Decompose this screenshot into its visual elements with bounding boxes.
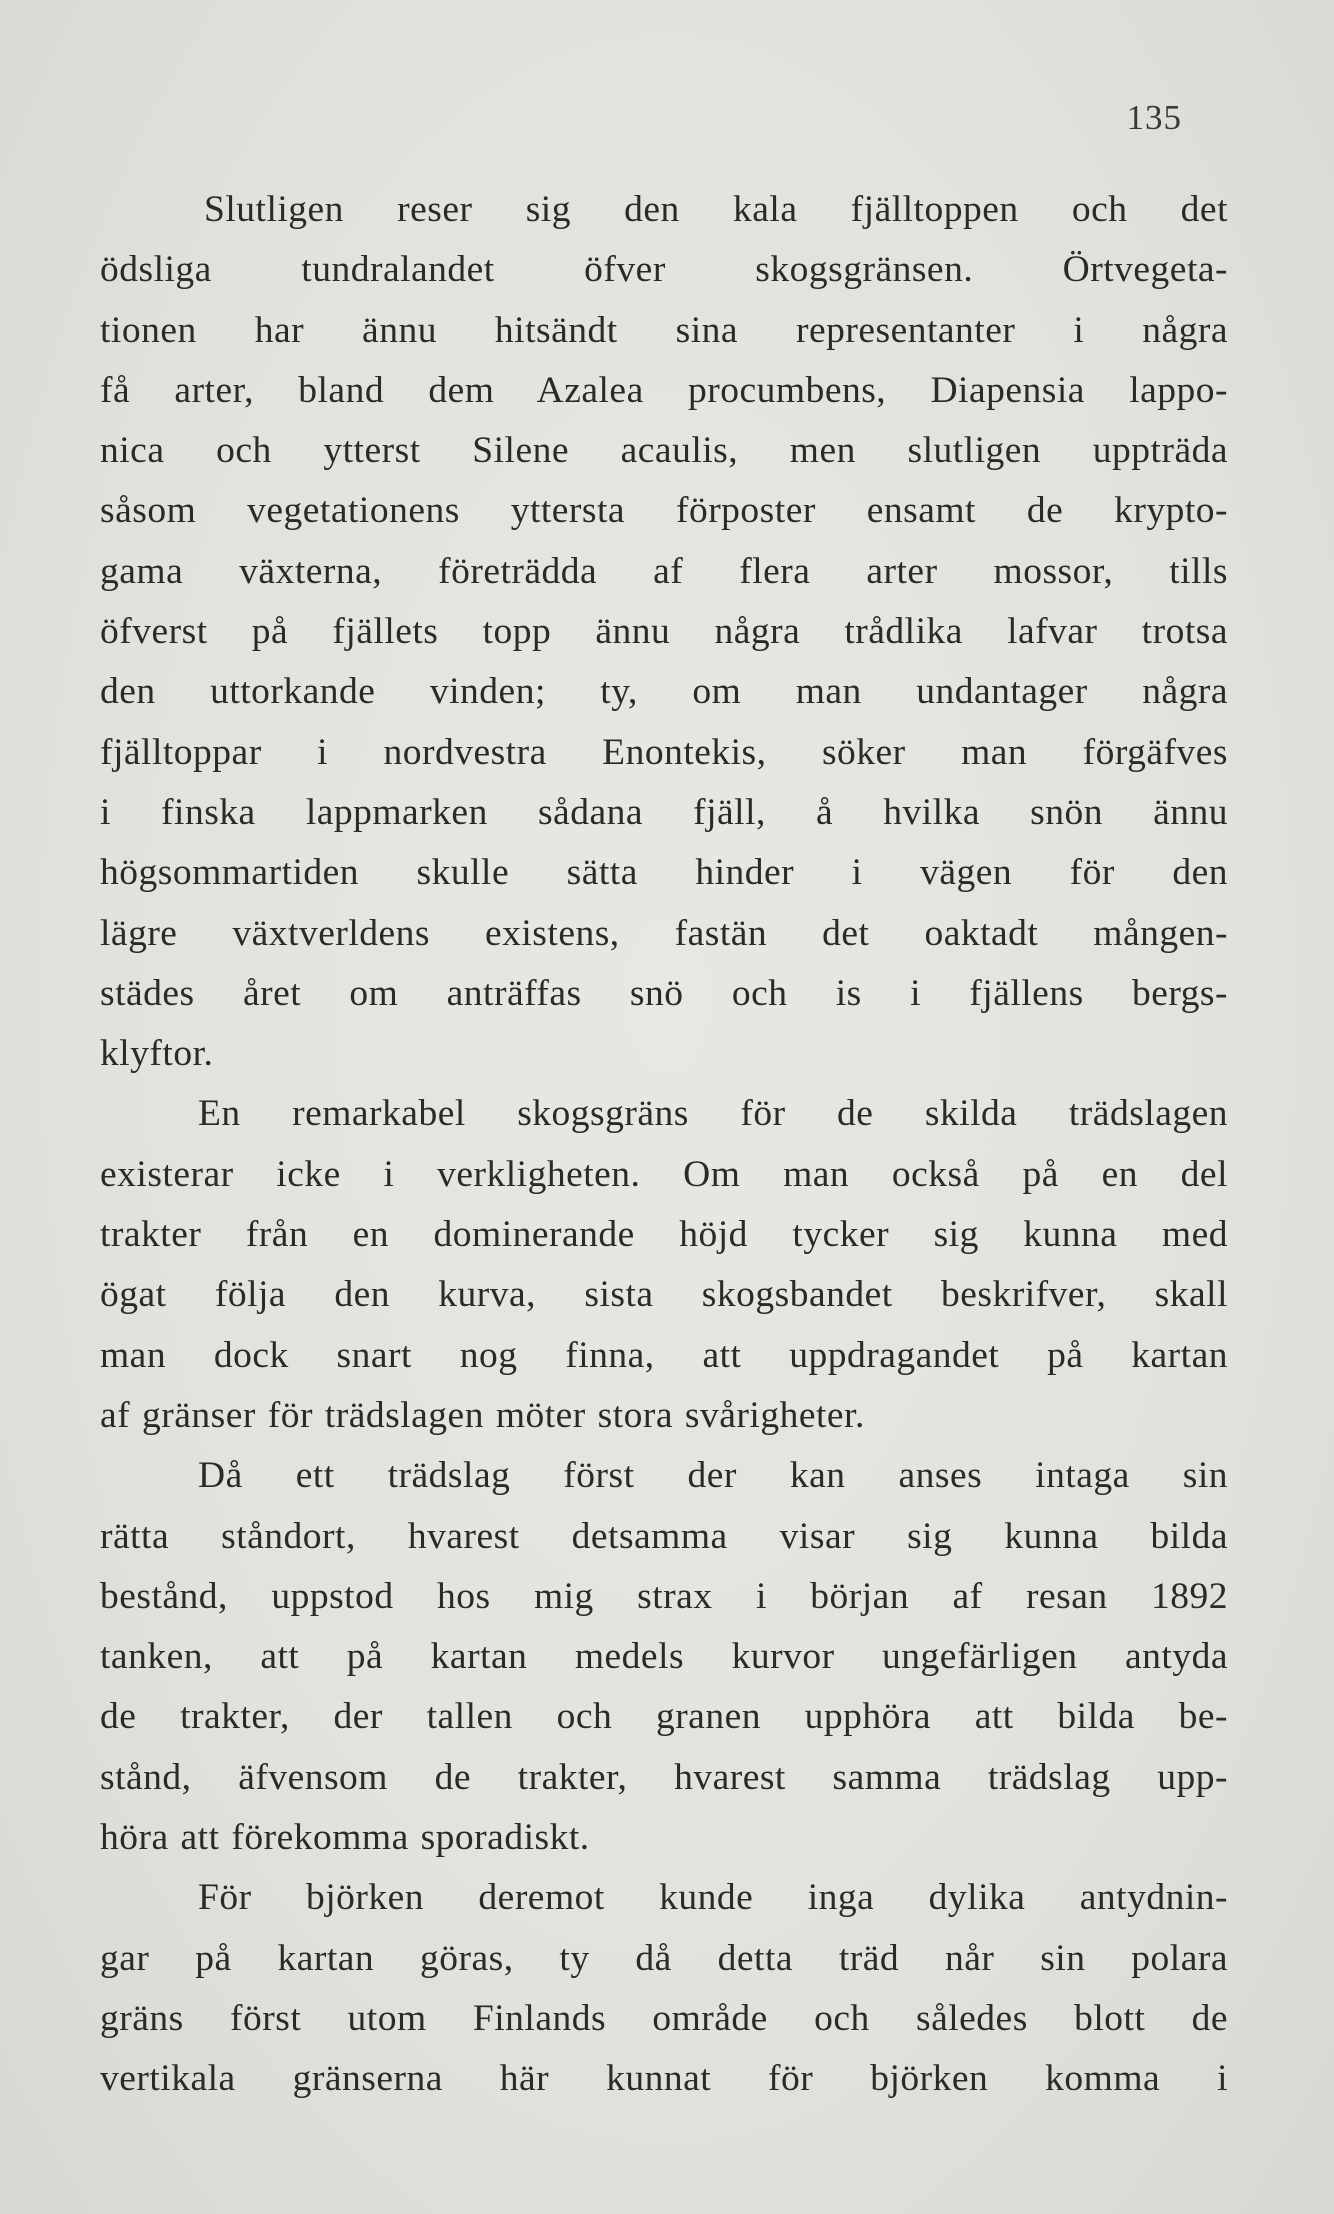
text-line: bestånd, uppstod hos mig strax i början af resan 1892 [100, 1575, 1228, 1617]
text-line: För björken deremot kunde inga dylika antydnin- [198, 1877, 1228, 1919]
text-line: Då ett trädslag först der kan anses intaga sin [198, 1455, 1228, 1497]
text-line: lägre växtverldens existens, fastän det oaktadt mången- [100, 912, 1228, 954]
text-line: existerar icke i verkligheten. Om man också på en del [100, 1153, 1228, 1195]
text-line: de trakter, der tallen och granen upphöra att bilda be- [100, 1696, 1228, 1738]
text-line: den uttorkande vinden; ty, om man undantager några [100, 671, 1228, 713]
text-line: gar på kartan göras, ty då detta träd når sin polara [100, 1937, 1228, 1979]
text-line: nica och ytterst Silene acaulis, men slutligen uppträda [100, 430, 1228, 472]
text-line: gama växterna, företrädda af flera arter mossor, tills [100, 550, 1228, 592]
text-line: Slutligen reser sig den kala fjälltoppen och det [204, 189, 1228, 230]
text-line: gräns först utom Finlands område och således blott de [100, 1997, 1228, 2039]
text-line: vertikala gränserna här kunnat för björken komma i [100, 2058, 1228, 2100]
text-line: höra att förekomma sporadiskt. [100, 1817, 590, 1859]
text-line: i finska lappmarken sådana fjäll, å hvilka snön ännu [100, 791, 1228, 833]
page-number: 135 [1126, 98, 1182, 137]
text-line: ödsliga tundralandet öfver skogsgränsen. Örtvegeta- [100, 249, 1228, 291]
text-line: af gränser för trädslagen möter stora svårigheter. [100, 1394, 865, 1436]
text-line: högsommartiden skulle sätta hinder i vägen för den [100, 852, 1228, 894]
text-line: klyftor. [100, 1033, 214, 1075]
text-line: ögat följa den kurva, sista skogsbandet beskrifver, skall [100, 1274, 1228, 1316]
body-text [100, 180, 1228, 2110]
text-line: rätta ståndort, hvarest detsamma visar sig kunna bilda [100, 1515, 1228, 1557]
text-line: trakter från en dominerande höjd tycker sig kunna med [100, 1214, 1228, 1256]
text-line: En remarkabel skogsgräns för de skilda trädslagen [198, 1093, 1228, 1135]
text-line: öfverst på fjällets topp ännu några trådlika lafvar trotsa [100, 611, 1228, 653]
text-line: tionen har ännu hitsändt sina representanter i några [100, 309, 1228, 351]
text-line: städes året om anträffas snö och is i fjällens bergs- [100, 972, 1228, 1014]
text-line: få arter, bland dem Azalea procumbens, Diapensia lappo- [100, 369, 1228, 411]
text-line: tanken, att på kartan medels kurvor ungefärligen antyda [100, 1636, 1228, 1678]
text-line: stånd, äfvensom de trakter, hvarest samma trädslag upp- [100, 1756, 1228, 1798]
text-line: fjälltoppar i nordvestra Enontekis, söker man förgäfves [100, 731, 1228, 773]
text-line: man dock snart nog finna, att uppdragandet på kartan [100, 1334, 1228, 1376]
text-line: såsom vegetationens yttersta förposter ensamt de krypto- [100, 490, 1228, 532]
